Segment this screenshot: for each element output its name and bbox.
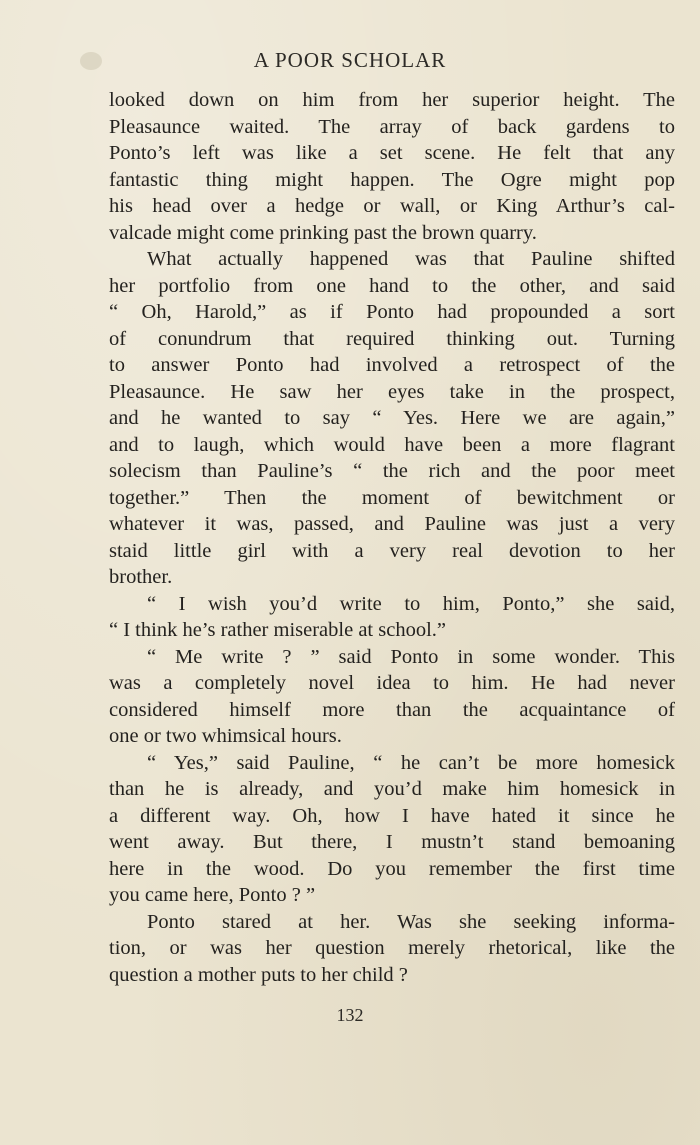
text-line: a different way. Oh, how I have hated it since he xyxy=(109,804,675,827)
text-line: Ponto’s left was like a set scene. He felt that any xyxy=(109,142,675,164)
text-line: valcade might come prinking past the brown quarry. xyxy=(109,221,537,244)
text-line: Pleasaunce. He saw her eyes take in the prospect, xyxy=(109,380,675,403)
text-line: question a mother puts to her child ? xyxy=(109,963,408,986)
page-number: 132 xyxy=(336,1005,364,1025)
text-line: whatever it was, passed, and Pauline was just a very xyxy=(109,513,675,535)
text-line: one or two whimsical hours. xyxy=(109,725,342,747)
text-line: to answer Ponto had involved a retrospect of the xyxy=(109,354,675,376)
text-line: was a completely novel idea to him. He had never xyxy=(109,672,675,694)
text-line: together.” Then the moment of bewitchment or xyxy=(109,486,675,509)
text-line: and he wanted to say “ Yes. Here we are again,” xyxy=(109,407,675,429)
text-line: went away. But there, I mustn’t stand bemoaning xyxy=(109,831,675,853)
text-line: brother. xyxy=(109,566,173,588)
text-line: tion, or was her question merely rhetorical, like the xyxy=(109,937,675,959)
text-line: looked down on him from her superior height. The xyxy=(109,89,675,111)
text-line: you came here, Ponto ? ” xyxy=(109,884,316,906)
text-line: her portfolio from one hand to the other, and said xyxy=(109,274,675,297)
text-line: “ I think he’s rather miserable at school.” xyxy=(109,619,446,641)
text-line: “ I wish you’d write to him, Ponto,” she said, xyxy=(147,592,675,615)
text-line: and to laugh, which would have been a more flagrant xyxy=(109,433,675,456)
text-line: of conundrum that required thinking out. Turning xyxy=(109,327,675,350)
running-head: A POOR SCHOLAR xyxy=(253,48,447,72)
text-line: than he is already, and you’d make him homesick in xyxy=(109,778,675,800)
text-line: fantastic thing might happen. The Ogre might pop xyxy=(109,168,675,191)
text-line: “ Me write ? ” said Ponto in some wonder. This xyxy=(147,645,675,668)
text-line: his head over a hedge or wall, or King Arthur’s cal- xyxy=(109,195,675,217)
text-line: considered himself more than the acquaintance of xyxy=(109,698,675,721)
text-line: staid little girl with a very real devotion to her xyxy=(109,539,675,562)
text-line: What actually happened was that Pauline shifted xyxy=(147,248,675,270)
text-line: Ponto stared at her. Was she seeking informa- xyxy=(147,910,675,933)
text-line: Pleasaunce waited. The array of back gardens to xyxy=(109,115,675,138)
text-line: “ Oh, Harold,” as if Ponto had propounded a sort xyxy=(109,301,675,323)
text-line: “ Yes,” said Pauline, “ he can’t be more homesick xyxy=(147,751,675,774)
text-line: solecism than Pauline’s “ the rich and the poor meet xyxy=(109,460,675,482)
body-text xyxy=(109,87,675,988)
text-line: here in the wood. Do you remember the first time xyxy=(109,857,675,880)
